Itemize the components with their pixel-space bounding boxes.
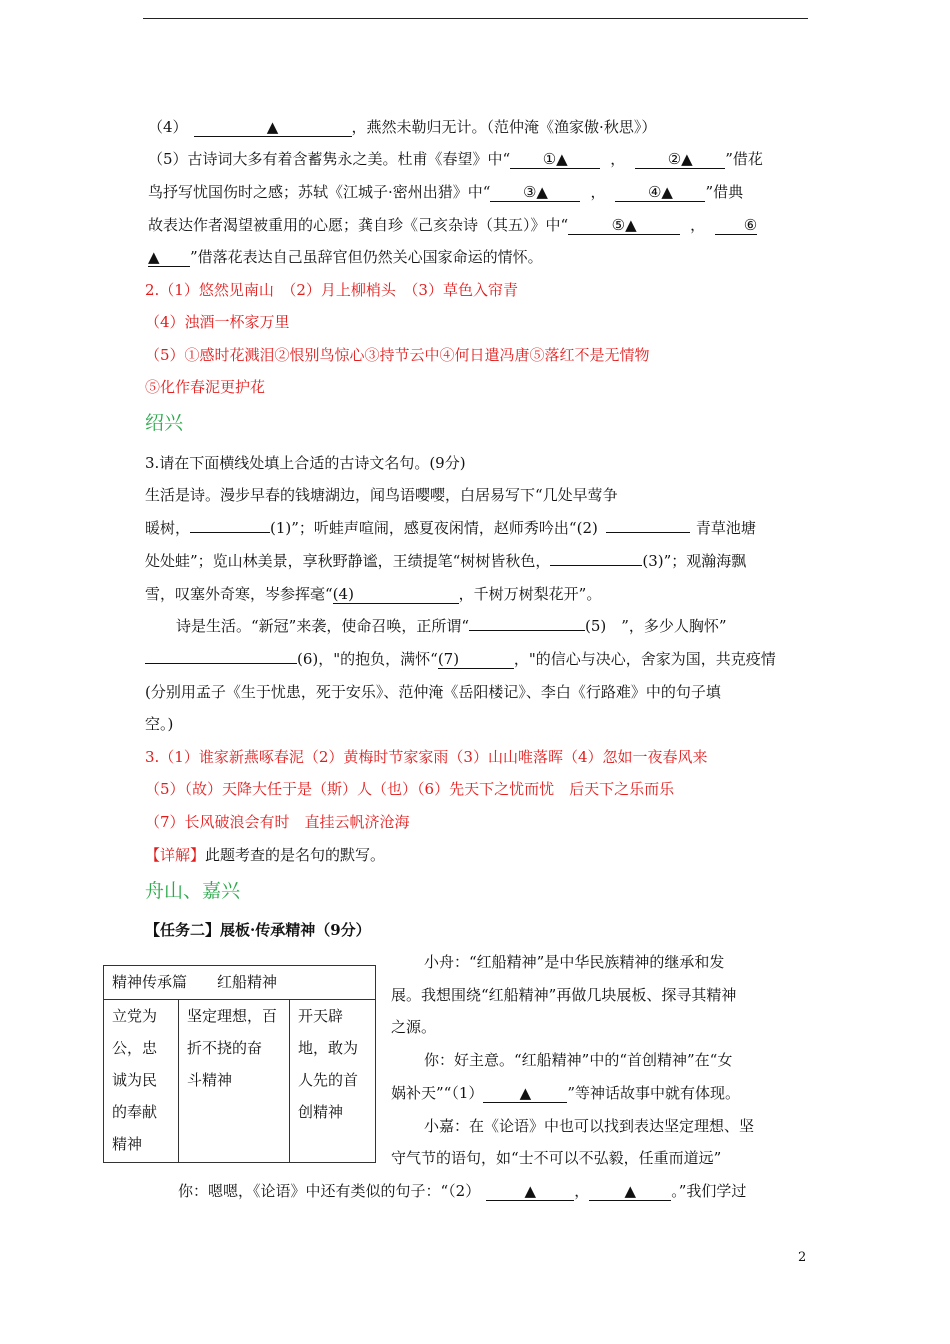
answer-2-line-3: （5）①感时花溅泪②恨别鸟惊心③持节云中④何日遣冯唐⑤落红不是无情物 — [145, 346, 650, 364]
section-heading-shaoxing: 绍兴 — [145, 412, 184, 434]
item-number: （4） — [148, 118, 188, 136]
answer-3-line-1: 3.（1）谁家新燕啄春泥（2）黄梅时节家家雨（3）山山唯落晖（4）忽如一夜春风来 — [145, 748, 708, 766]
q-line-5: （5）古诗词大多有着含蓄隽永之美。杜甫《春望》中“ ①▲ ， ②▲ ”借花 — [148, 150, 763, 168]
table-cell-pioneer: 开天辟 地，敢为 人先的首 创精神 — [290, 1000, 376, 1163]
answer-blank-1[interactable]: ①▲ — [510, 150, 600, 169]
verse-text: ，燕然未勒归无计。（范仲淹《渔家傲·秋思》） — [351, 118, 657, 136]
q3-para-line-3: 处处蛙”；览山林美景，享秋野静谧，王绩提笔“树树皆秋色， (3)”；观瀚海飘 — [145, 552, 747, 570]
answer-blank[interactable]: ▲ — [194, 118, 352, 137]
answer-2-line-1: 2.（1）悠然见南山 （2）月上柳梢头 （3）草色入帘青 — [145, 281, 518, 299]
answer-blank-task2-2a[interactable]: ▲ — [486, 1182, 574, 1201]
dialog-line-8: 你：嗯嗯，《论语》中还有类似的句子：“（2） ▲ ， ▲ 。”我们学过 — [178, 1182, 747, 1200]
dialog-line-2: 展。我想围绕“红船精神”再做几块展板、探寻其精神 — [391, 986, 737, 1004]
dialog-line-6: 小嘉：在《论语》中也可以找到表达坚定理想、坚 — [424, 1117, 755, 1135]
table-cell-struggle: 坚定理想，百 折不挠的奋 斗精神 — [179, 1000, 290, 1163]
answer-blank-q3-4[interactable]: (4) — [333, 585, 459, 604]
answer-blank-task2-2b[interactable]: ▲ — [589, 1182, 671, 1201]
q-line-4 — [148, 117, 656, 137]
dialog-line-1: 小舟：“红船精神”是中华民族精神的继承和发 — [424, 953, 725, 971]
section-heading-zhoushan-jiaxing: 舟山、嘉兴 — [145, 880, 241, 902]
dialog-line-4: 你：好主意。“红船精神”中的“首创精神”在“女 — [424, 1051, 733, 1069]
answer-2-line-2: （4）浊酒一杯家万里 — [145, 313, 290, 331]
q-line-7: 故表达作者渴望被重用的心愿；龚自珍《己亥杂诗（其五）》中“ ⑤▲ ， ⑥ — [148, 216, 758, 234]
q3-para-line-7: (分别用孟子《生于忧患，死于安乐》、范仲淹《岳阳楼记》、李白《行路难》中的句子填 — [145, 683, 721, 701]
answer-3-line-2: （5）（故）天降大任于是（斯）人（也）（6）先天下之忧而忧 后天下之乐而乐 — [145, 780, 675, 798]
answer-blank-task2-1[interactable]: ▲ — [483, 1084, 567, 1103]
dialog-line-3: 之源。 — [391, 1018, 437, 1036]
answer-blank-q3-3[interactable] — [550, 565, 642, 566]
task-2-title: 【任务二】展板·传承精神（9分） — [145, 921, 371, 939]
q-line-8: ▲ ”借落花表达自己虽辞官但仍然关心国家命运的情怀。 — [148, 248, 543, 266]
table-cell-dedication: 立党为 公，忠 诚为民 的奉献 精神 — [104, 1000, 179, 1163]
dialog-line-5: 娲补天”“（1） ▲ ”等神话故事中就有体现。 — [391, 1084, 741, 1102]
header-rule — [143, 18, 808, 19]
page-number: 2 — [798, 1250, 807, 1265]
spirit-table — [103, 965, 376, 1163]
detail-text: 此题考查的是名句的默写。 — [205, 846, 386, 864]
answer-blank-q3-1[interactable] — [190, 532, 270, 533]
answer-blank-q3-5[interactable] — [469, 630, 585, 631]
q3-para-line-2: 暖树， (1)”；听蛙声喧闹，感夏夜闲情，赵师秀吟出“(2) 青草池塘 — [145, 519, 756, 537]
answer-blank-6-start[interactable]: ⑥ — [715, 216, 757, 235]
answer-3-line-3: （7）长风破浪会有时 直挂云帆济沧海 — [145, 813, 410, 831]
q-line-6: 鸟抒写忧国伤时之感；苏轼《江城子·密州出猎》中“ ③▲ ， ④▲ ”借典 — [148, 183, 744, 201]
answer-blank-5[interactable]: ⑤▲ — [568, 216, 680, 235]
answer-3-detail — [145, 845, 385, 865]
answer-2-line-4: ⑤化作春泥更护花 — [145, 378, 266, 396]
answer-blank-3[interactable]: ③▲ — [490, 183, 580, 202]
answer-blank-q3-6[interactable] — [145, 663, 297, 664]
answer-blank-2[interactable]: ②▲ — [635, 150, 725, 169]
answer-blank-6-end[interactable]: ▲ — [148, 248, 190, 267]
answer-blank-q3-7[interactable]: (7) — [438, 650, 514, 669]
q3-para-line-4: 雪，叹塞外奇寒，岑参挥毫“(4) ，千树万树梨花开”。 — [145, 585, 602, 603]
answer-blank-q3-2[interactable] — [606, 532, 690, 533]
dialog-line-7: 守气节的语句，如“士不可以不弘毅，任重而道远” — [391, 1149, 722, 1167]
q3-title: 3.请在下面横线处填上合适的古诗文名句。(9分) — [145, 454, 466, 472]
q3-para-line-8: 空。) — [145, 715, 174, 733]
answer-blank-4[interactable]: ④▲ — [615, 183, 705, 202]
q3-para-line-6: (6)，"的抱负，满怀“(7) ，"的信心与决心，舍家为国，共克疫情 — [145, 649, 776, 669]
q3-para-line-1: 生活是诗。漫步早春的钱塘湖边，闻鸟语嘤嘤，白居易写下“几处早莺争 — [145, 486, 618, 504]
table-header: 精神传承篇 红船精神 — [104, 966, 376, 1000]
q3-para-line-5: 诗是生活。“新冠”来袭，使命召唤，正所谓“ (5) ”，多少人胸怀” — [176, 617, 727, 635]
detail-tag: 【详解】 — [145, 846, 206, 864]
